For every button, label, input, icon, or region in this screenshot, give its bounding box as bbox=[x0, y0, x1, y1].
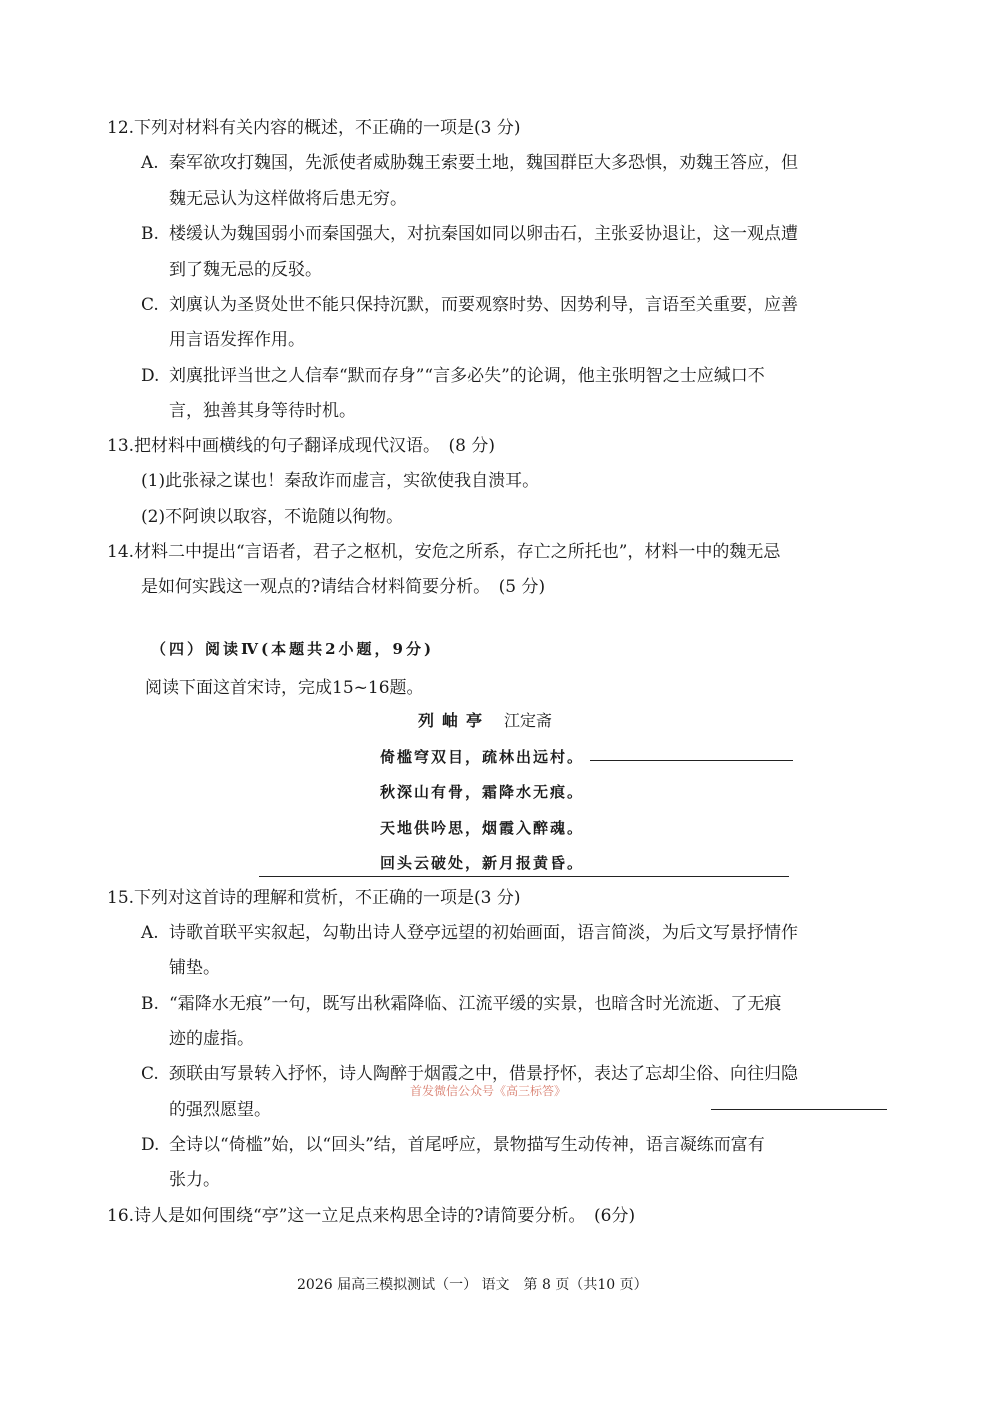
option-letter: B. bbox=[141, 224, 159, 244]
q12-option-a bbox=[141, 152, 798, 174]
option-text: 刘廙批评当世之人信奉“默而存身”“言多必失”的论调，他主张明智之士应缄口不 bbox=[169, 366, 765, 386]
q15-option-b bbox=[141, 993, 781, 1015]
answer-rule bbox=[711, 1109, 887, 1110]
option-text: 诗歌首联平实叙起，勾勒出诗人登亭远望的初始画面，语言简淡，为后文写景抒情作 bbox=[169, 923, 798, 943]
option-letter: D. bbox=[141, 1135, 160, 1155]
q15-stem: 15.下列对这首诗的理解和赏析，不正确的一项是(3 分) bbox=[107, 888, 521, 908]
option-text: 刘廙认为圣贤处世不能只保持沉默，而要观察时势、因势利导，言语至关重要，应善 bbox=[169, 295, 798, 315]
option-text: 颈联由写景转入抒怀，诗人陶醉于烟霞之中，借景抒怀，表达了忘却尘俗、向往归隐 bbox=[169, 1064, 798, 1084]
q16-stem: 16.诗人是如何围绕“亭”这一立足点来构思全诗的?请简要分析。 (6分) bbox=[107, 1206, 636, 1226]
poem-line-2: 秋深山有骨，霜降水无痕。 bbox=[380, 783, 585, 801]
q15-option-d bbox=[141, 1134, 765, 1156]
underline-rule bbox=[590, 760, 793, 761]
poem-title-line bbox=[418, 710, 552, 732]
option-letter: D. bbox=[141, 366, 160, 386]
q12-option-c bbox=[141, 294, 798, 316]
option-letter: B. bbox=[141, 994, 159, 1014]
q14-stem-cont: 是如何实践这一观点的?请结合材料简要分析。 (5 分) bbox=[141, 577, 546, 597]
poem-line-3: 天地供吟思，烟霞入醉魂。 bbox=[380, 819, 585, 837]
q12-option-b bbox=[141, 223, 798, 245]
poem-bottom-rule bbox=[259, 876, 789, 877]
poem-author: 江定斋 bbox=[504, 711, 553, 730]
q15-option-a bbox=[141, 922, 798, 944]
section-heading: （四）阅读Ⅳ(本题共2小题，9分) bbox=[151, 640, 435, 658]
q15-option-c-cont: 的强烈愿望。 bbox=[169, 1100, 271, 1120]
poem-title: 列岫亭 bbox=[418, 711, 491, 730]
q13-item-1: (1)此张禄之谋也！秦敌诈而虚言，实欲使我自溃耳。 bbox=[141, 471, 540, 491]
option-text: 全诗以“倚槛”始，以“回头”结，首尾呼应，景物描写生动传神，语言凝练而富有 bbox=[169, 1135, 765, 1155]
q12-option-d-cont: 言，独善其身等待时机。 bbox=[169, 401, 356, 421]
section-intro: 阅读下面这首宋诗，完成15~16题。 bbox=[145, 678, 424, 698]
option-letter: A. bbox=[141, 153, 159, 173]
watermark: 首发微信公众号《高三标答》 bbox=[410, 1084, 567, 1098]
q15-option-d-cont: 张力。 bbox=[169, 1170, 220, 1190]
option-letter: C. bbox=[141, 295, 159, 315]
option-letter: A. bbox=[141, 923, 159, 943]
q13-stem: 13.把材料中画横线的句子翻译成现代汉语。 (8 分) bbox=[107, 436, 496, 456]
q14-stem: 14.材料二中提出“言语者，君子之枢机，安危之所系，存亡之所托也”，材料一中的魏无忌 bbox=[107, 542, 781, 562]
q12-option-a-cont: 魏无忌认为这样做将后患无穷。 bbox=[169, 189, 407, 209]
poem-line-4: 回头云破处，新月报黄昏。 bbox=[380, 854, 585, 872]
q15-option-b-cont: 迹的虚指。 bbox=[169, 1029, 254, 1049]
option-text: 秦军欲攻打魏国，先派使者威胁魏王索要土地，魏国群臣大多恐惧，劝魏王答应，但 bbox=[169, 153, 798, 173]
poem-line-1: 倚槛穹双目，疏林出远村。 bbox=[380, 748, 585, 766]
page-footer: 2026 届高三模拟测试（一） 语文 第 8 页（共10 页） bbox=[297, 1277, 648, 1293]
q15-option-c bbox=[141, 1063, 798, 1085]
option-letter: C. bbox=[141, 1064, 159, 1084]
q15-option-a-cont: 铺垫。 bbox=[169, 958, 220, 978]
q13-item-2: (2)不阿谀以取容，不诡随以徇物。 bbox=[141, 507, 404, 527]
q12-stem: 12.下列对材料有关内容的概述，不正确的一项是(3 分) bbox=[107, 118, 521, 138]
option-text: 楼缓认为魏国弱小而秦国强大，对抗秦国如同以卵击石，主张妥协退让，这一观点遭 bbox=[169, 224, 798, 244]
q12-option-b-cont: 到了魏无忌的反驳。 bbox=[169, 260, 322, 280]
q12-option-c-cont: 用言语发挥作用。 bbox=[169, 330, 305, 350]
q12-option-d bbox=[141, 365, 765, 387]
option-text: “霜降水无痕”一句，既写出秋霜降临、江流平缓的实景，也暗含时光流逝、了无痕 bbox=[169, 994, 782, 1014]
